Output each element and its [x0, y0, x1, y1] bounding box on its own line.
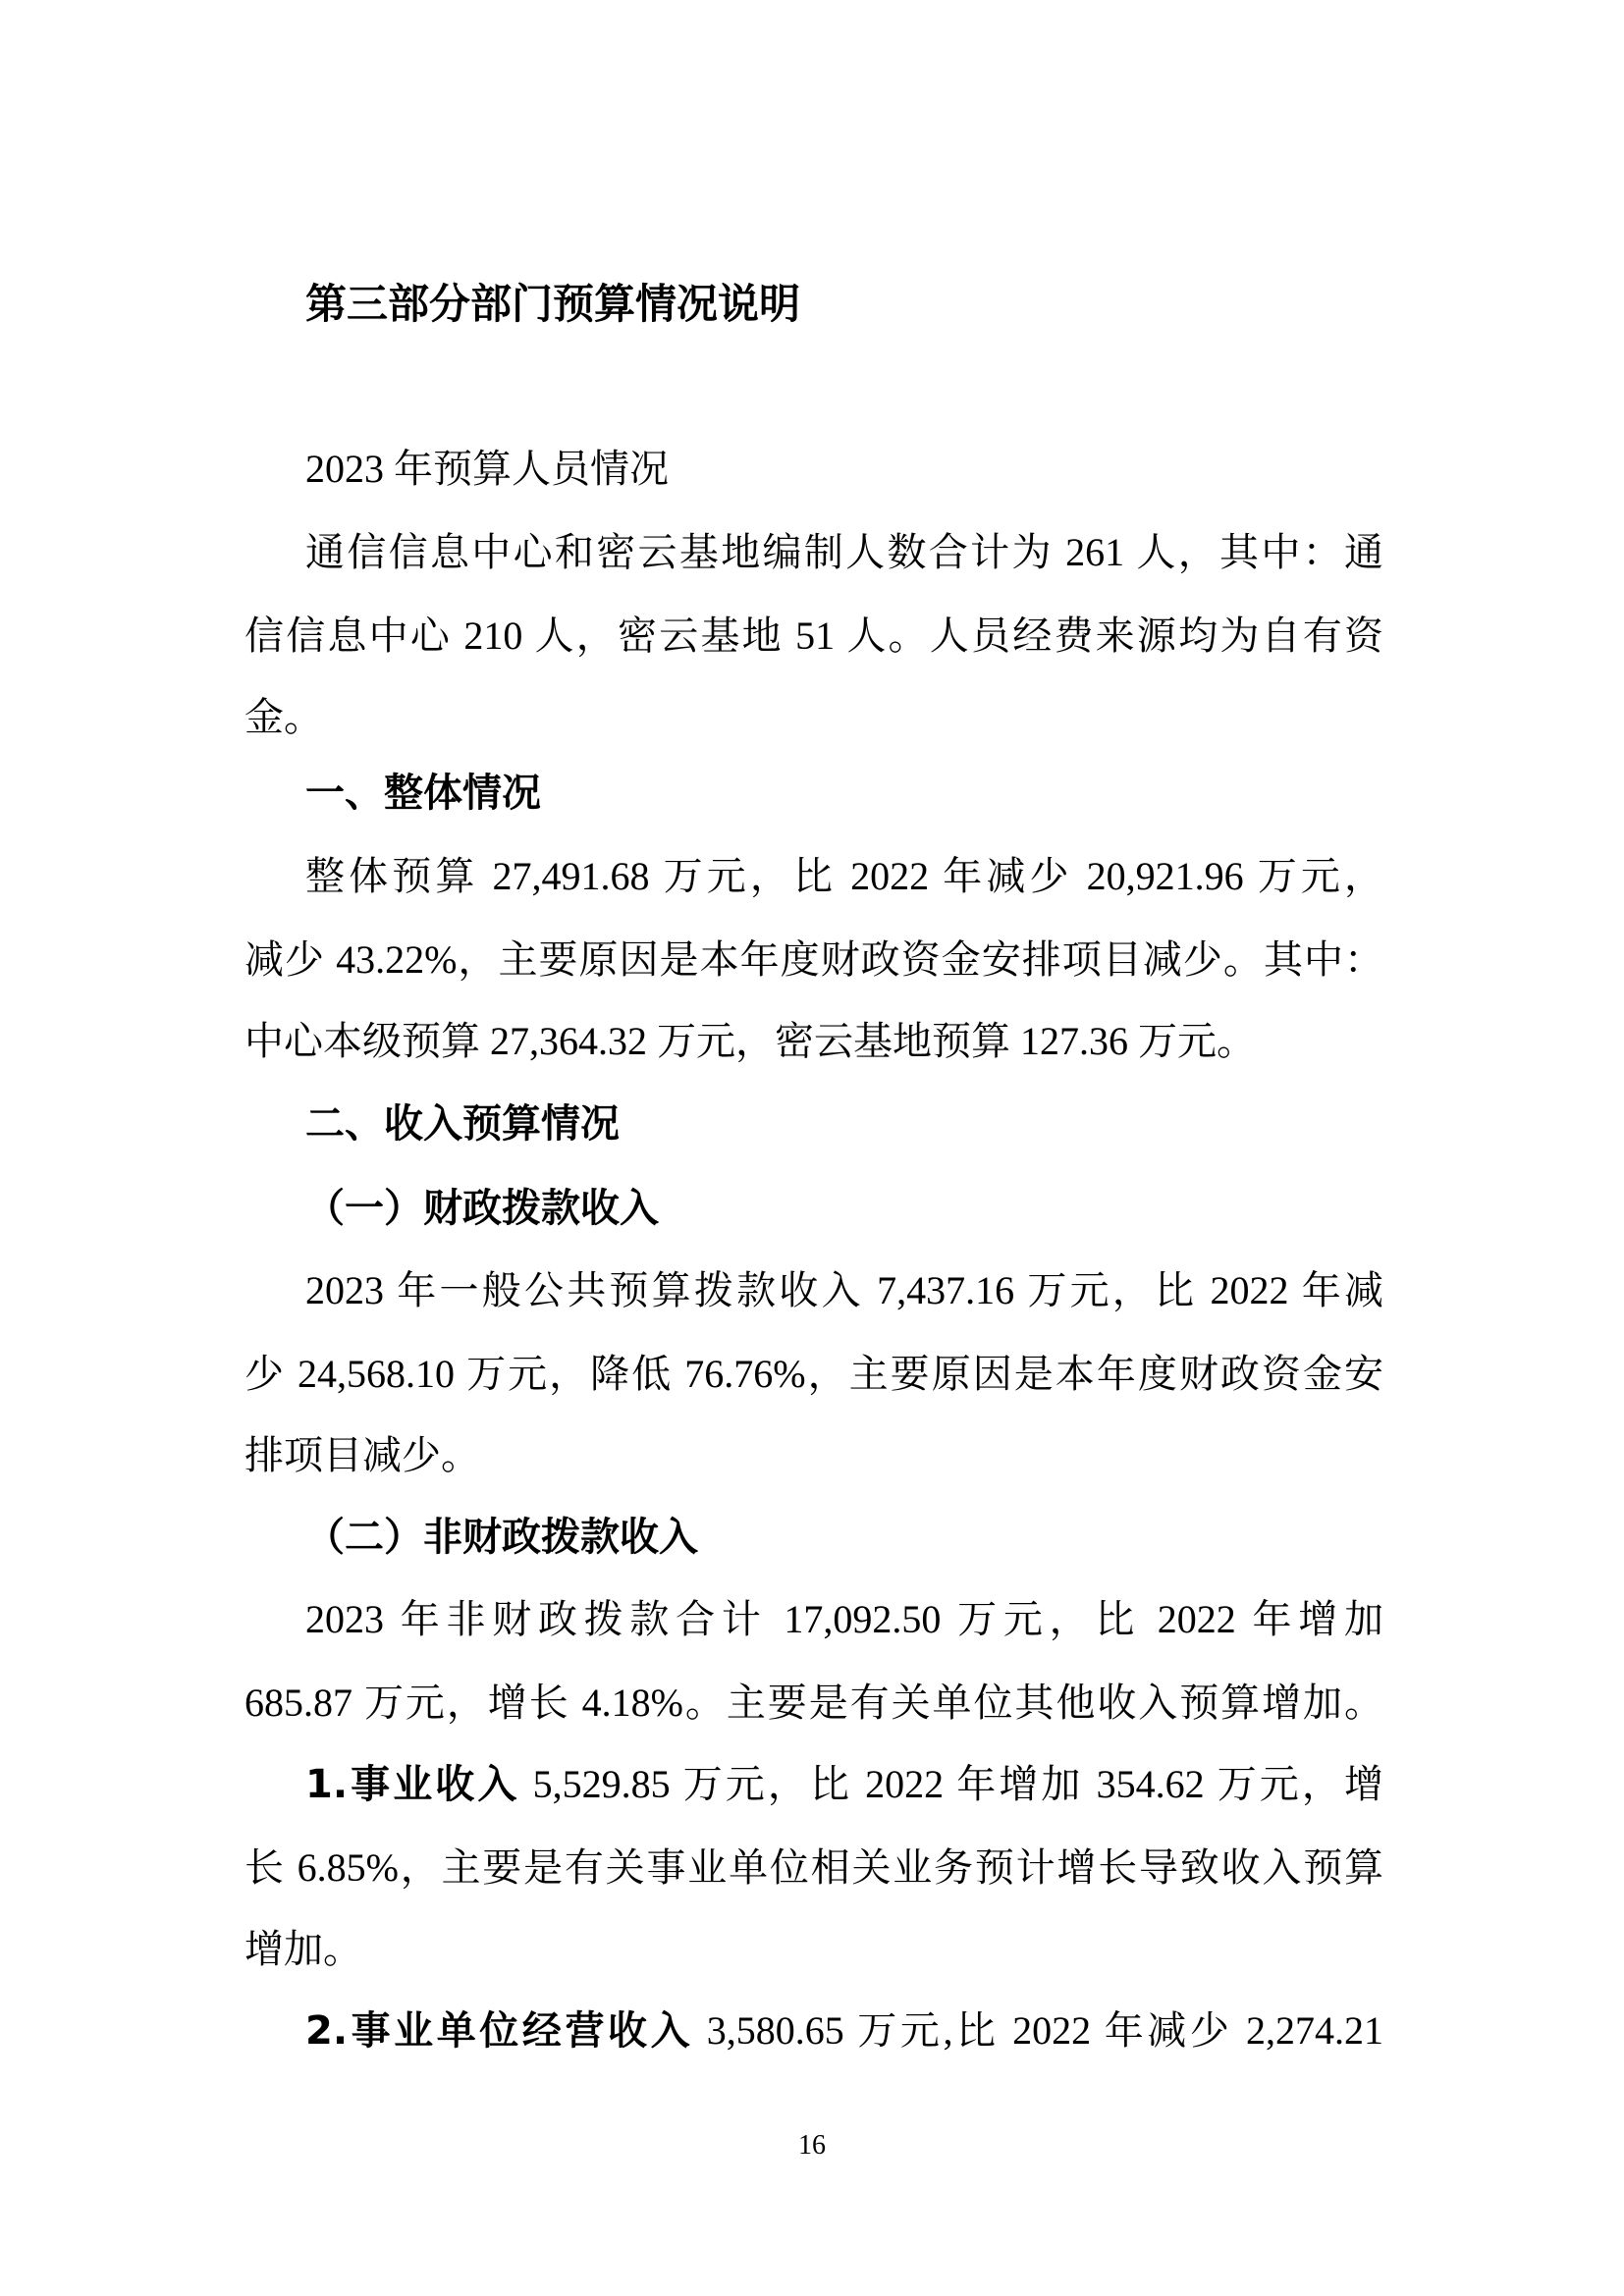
- subsection-heading: （二）非财政拨款收入: [305, 1515, 698, 1560]
- text-line: 长 6.85%，主要是有关事业单位相关业务预计增长导致收入预算: [244, 1845, 1383, 1890]
- section-heading: 二、收入预算情况: [305, 1101, 620, 1147]
- text-line: 减少 43.22%，主要原因是本年度财政资金安排项目减少。其中：: [244, 937, 1383, 982]
- text-line: 信信息中心 210 人，密云基地 51 人。人员经费来源均为自有资: [244, 614, 1383, 658]
- text-line: 685.87 万元，增长 4.18%。主要是有关单位其他收入预算增加。: [244, 1681, 1383, 1725]
- section-heading: 一、整体情况: [305, 771, 541, 816]
- text-line: 中心本级预算 27,364.32 万元，密云基地预算 127.36 万元。: [244, 1019, 1256, 1063]
- page-number: 16: [798, 2130, 826, 2161]
- page-title: 第三部分部门预算情况说明: [305, 280, 801, 328]
- text-line: 金。: [244, 695, 323, 739]
- text-line: 排项目减少。: [244, 1433, 480, 1477]
- text-line: 增加。: [244, 1927, 362, 1971]
- text-line: 少 24,568.10 万元，降低 76.76%，主要原因是本年度财政资金安: [244, 1352, 1383, 1396]
- text-line: 2023 年非财政拨款合计 17,092.50 万元，比 2022 年增加: [305, 1597, 1383, 1641]
- subsection-heading: （一）财政拨款收入: [305, 1186, 659, 1231]
- text-line: [244, 2003, 1383, 2060]
- text-line: [244, 1757, 1383, 1814]
- bold-run: 2.事业单位经营收入: [305, 2008, 694, 2054]
- text-line: 通信信息中心和密云基地编制人数合计为 261 人，其中：通: [305, 530, 1383, 574]
- regular-run: 5,529.85 万元，比 2022 年增加 354.62 万元，增: [519, 1762, 1383, 1806]
- text-line: 2023 年一般公共预算拨款收入 7,437.16 万元，比 2022 年减: [305, 1268, 1383, 1312]
- text-line: 整体预算 27,491.68 万元，比 2022 年减少 20,921.96 万元，: [305, 854, 1383, 898]
- text-line: 2023 年预算人员情况: [305, 447, 669, 491]
- bold-run: 1.事业收入: [305, 1762, 520, 1807]
- regular-run: 3,580.65 万元,比 2022 年减少 2,274.21: [693, 2008, 1383, 2053]
